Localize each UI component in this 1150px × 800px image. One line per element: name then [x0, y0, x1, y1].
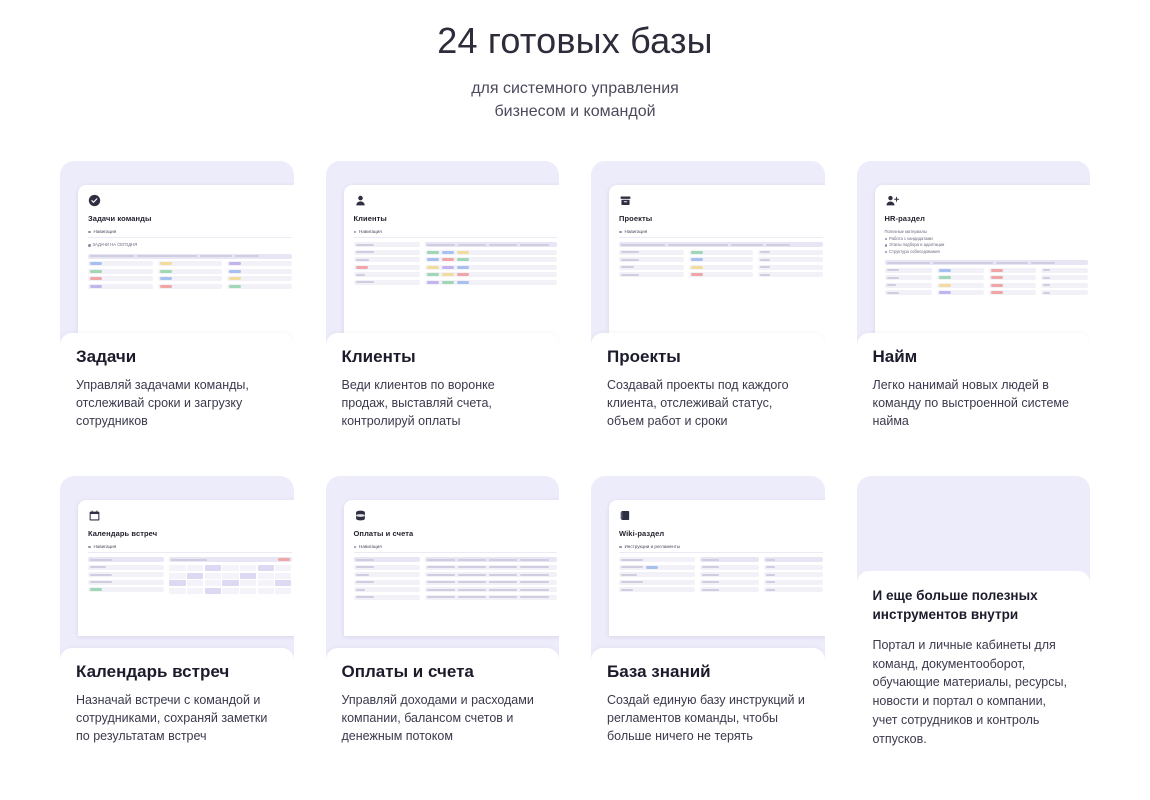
table-header [764, 557, 823, 562]
bullet-icon [88, 231, 91, 234]
table-row [425, 257, 557, 262]
mini-nav [354, 229, 558, 238]
mini-app-window [78, 185, 294, 343]
cards-grid [60, 161, 1090, 761]
table-row [989, 275, 1036, 280]
board-column [937, 268, 984, 298]
table-row [354, 265, 420, 270]
table-row [227, 284, 292, 289]
board-column [619, 250, 684, 280]
card-knowledge[interactable] [591, 476, 825, 761]
mini-title: Календарь встреч [88, 529, 158, 539]
table-header [354, 557, 420, 562]
table-row [700, 572, 759, 577]
mini-app-window [875, 185, 1091, 343]
mini-title: Проекты [619, 214, 653, 224]
table-row [88, 587, 164, 592]
archive-icon [619, 194, 632, 207]
card-hiring[interactable] [857, 161, 1091, 446]
table-row [354, 587, 420, 592]
table-row [764, 572, 823, 577]
table-row [227, 261, 292, 266]
table-row [1041, 268, 1088, 273]
list-item: Работа с кандидатами [885, 236, 1089, 243]
table-row [227, 276, 292, 281]
mini-title: HR-раздел [884, 214, 925, 224]
table-row [425, 572, 557, 577]
table-row [619, 265, 684, 270]
page-subtitle [0, 77, 1150, 123]
board-column [885, 268, 932, 298]
mini-app-window [344, 185, 560, 343]
bullet-icon [619, 546, 622, 549]
board-column [619, 557, 695, 595]
card-body [591, 333, 825, 446]
table-row [619, 272, 684, 277]
mini-nav-label: Навигация [359, 229, 382, 235]
mini-title: Оплаты и счета [353, 529, 414, 539]
user-plus-icon [885, 194, 898, 207]
mini-board [354, 557, 558, 602]
mini-board [354, 242, 558, 287]
mini-nav-label: Навигация [359, 544, 382, 550]
board-column [758, 250, 823, 280]
table-row [354, 242, 420, 247]
list-item: Структура собеседования [885, 249, 1089, 256]
table-row [425, 580, 557, 585]
table-row [700, 565, 759, 570]
card-preview-hiring [857, 161, 1091, 333]
mini-title: Wiki-раздел [619, 529, 665, 539]
hero-section [0, 0, 1150, 123]
table-header [169, 557, 291, 562]
page-title: 24 готовых базы [437, 20, 713, 61]
mini-board [619, 250, 823, 280]
table-row [425, 595, 557, 600]
board-column [158, 261, 223, 291]
table-header [425, 242, 557, 247]
board-column [1041, 268, 1088, 298]
table-row [354, 272, 420, 277]
card-text: Создавай проекты под каждого клиента, отслеживай статус, объем работ и сроки [607, 378, 789, 429]
table-row [937, 275, 984, 280]
table-row [88, 269, 153, 274]
card-title: Проекты [607, 347, 681, 366]
table-row [425, 587, 557, 592]
table-row [1041, 275, 1088, 280]
table-header [885, 260, 1089, 265]
table-row [937, 290, 984, 295]
table-row [764, 580, 823, 585]
table-row [425, 280, 557, 285]
mini-nav [88, 229, 292, 238]
table-row [619, 580, 695, 585]
table-header [88, 557, 164, 562]
table-header [88, 254, 292, 259]
bullet-icon [619, 231, 622, 234]
card-title: Оплаты и счета [341, 662, 474, 681]
table-header [425, 557, 557, 562]
table-row [764, 587, 823, 592]
card-clients[interactable] [326, 161, 560, 446]
mini-nav-label: Навигация [93, 544, 117, 550]
mini-nav [88, 544, 292, 553]
book-icon [619, 509, 632, 522]
list-item: Этапы подбора и адаптации [885, 242, 1089, 249]
mini-nav-label: Инструкции и регламенты [624, 544, 681, 550]
card-body [60, 648, 294, 761]
board-column [764, 557, 823, 595]
table-row [158, 284, 223, 289]
mini-nav [619, 229, 823, 238]
list-item: ЗАДАЧИ НА СЕГОДНЯ [88, 242, 292, 249]
subtitle-line-2: бизнесом и командой [494, 103, 656, 121]
card-body [857, 571, 1091, 761]
table-row [989, 290, 1036, 295]
card-preview-knowledge [591, 476, 825, 626]
card-text: Создай единую базу инструкций и регламентов команды, чтобы больше ничего не терять [607, 693, 805, 744]
mini-app-window [344, 500, 560, 636]
card-preview-clients [326, 161, 560, 333]
table-row [88, 284, 153, 289]
card-title: Найм [872, 347, 918, 366]
table-row [354, 257, 420, 262]
table-row [88, 261, 153, 266]
card-text: Назначай встречи с командой и сотрудниками, сохраняй заметки по результатам встреч [76, 693, 268, 744]
card-text: Веди клиентов по воронке продаж, выставляй счета, контролируй оплаты [341, 378, 495, 429]
table-row [689, 257, 754, 262]
database-icon [354, 509, 367, 522]
table-row [354, 572, 420, 577]
table-row [937, 268, 984, 273]
card-title: Задачи [76, 347, 137, 366]
table-row [619, 565, 695, 570]
mini-board [619, 557, 823, 595]
board-column [354, 557, 420, 602]
card-body [326, 333, 560, 446]
card-body [326, 648, 560, 761]
mini-nav-label: Навигация [93, 229, 117, 235]
mini-title: Клиенты [353, 214, 387, 224]
table-row [758, 272, 823, 277]
table-row [1041, 290, 1088, 295]
table-row [758, 265, 823, 270]
mini-nav [354, 544, 558, 553]
mini-nav-label: Навигация [624, 229, 648, 235]
table-row [619, 557, 695, 562]
table-row [354, 250, 420, 255]
mini-title: Задачи команды [88, 214, 152, 224]
table-header [700, 557, 759, 562]
card-payments[interactable] [326, 476, 560, 761]
table-row [425, 265, 557, 270]
table-row [425, 250, 557, 255]
table-row [937, 283, 984, 288]
mini-board [88, 261, 292, 291]
check-circle-icon [88, 194, 101, 207]
card-text: Управляй доходами и расходами компании, балансом счетов и денежным потоком [341, 693, 534, 744]
table-row [619, 587, 695, 592]
table-row [88, 565, 164, 570]
table-row [88, 572, 164, 577]
table-row [354, 280, 420, 285]
table-row [885, 268, 932, 273]
table-row [758, 257, 823, 262]
mini-board [885, 268, 1089, 298]
calendar-grid [169, 565, 291, 594]
card-preview-payments [326, 476, 560, 626]
table-row [158, 261, 223, 266]
card-tasks[interactable] [60, 161, 294, 446]
bullet-icon [354, 546, 357, 549]
table-row [354, 565, 420, 570]
card-calendar[interactable] [60, 476, 294, 761]
table-row [689, 265, 754, 270]
table-row [689, 250, 754, 255]
table-row [700, 580, 759, 585]
list-item: Полезные материалы [884, 229, 927, 235]
board-column [227, 261, 292, 291]
table-row [425, 565, 557, 570]
board-column [425, 242, 557, 287]
card-title: И еще больше полезных инструментов внутри [872, 588, 1038, 622]
table-row [619, 250, 684, 255]
board-column [88, 557, 164, 595]
table-row [619, 257, 684, 262]
table-row [885, 283, 932, 288]
board-column [354, 242, 420, 287]
card-body [591, 648, 825, 761]
table-row [619, 572, 695, 577]
mini-app-window [78, 500, 294, 636]
board-column [989, 268, 1036, 298]
card-title: Клиенты [341, 347, 416, 366]
card-title: База знаний [607, 662, 711, 681]
table-row [989, 268, 1036, 273]
card-more-tools[interactable] [857, 476, 1091, 761]
card-projects[interactable] [591, 161, 825, 446]
user-icon [354, 194, 367, 207]
table-row [88, 580, 164, 585]
table-row [758, 250, 823, 255]
bullet-icon [354, 231, 357, 234]
calendar-widget [169, 557, 291, 595]
mini-nav [619, 544, 823, 553]
subtitle-line-1: для системного управления [471, 80, 679, 97]
mini-app-window [609, 500, 825, 636]
mini-board [88, 557, 292, 595]
table-row [764, 565, 823, 570]
table-row [689, 272, 754, 277]
table-row [989, 283, 1036, 288]
table-row [354, 595, 420, 600]
card-body [857, 333, 1091, 446]
board-column [425, 557, 557, 602]
card-body [60, 333, 294, 446]
table-row [158, 276, 223, 281]
card-preview-calendar [60, 476, 294, 626]
card-preview-projects [591, 161, 825, 333]
card-text: Портал и личные кабинеты для команд, документооборот, обучающие материалы, ресурсы, новости и портал о компании, учет сотрудников и контроль отпусков. [872, 637, 1067, 746]
table-row [227, 269, 292, 274]
table-row [885, 275, 932, 280]
table-row [885, 290, 932, 295]
table-header [619, 242, 823, 247]
card-text: Управляй задачами команды, отслеживай сроки и загрузку сотрудников [76, 378, 249, 429]
table-row [700, 587, 759, 592]
card-title: Календарь встреч [76, 662, 230, 681]
mini-subrow-list [885, 229, 1089, 255]
table-row [158, 269, 223, 274]
card-text: Легко нанимай новых людей в команду по выстроенной системе найма [872, 378, 1069, 429]
table-row [88, 276, 153, 281]
mini-app-window [609, 185, 825, 343]
board-column [689, 250, 754, 280]
table-row [1041, 283, 1088, 288]
mini-subrow-list [88, 242, 292, 249]
table-row [354, 580, 420, 585]
table-row [425, 272, 557, 277]
board-column [88, 261, 153, 291]
calendar-icon [88, 509, 101, 522]
card-preview-tasks [60, 161, 294, 333]
board-column [700, 557, 759, 595]
bullet-icon [88, 546, 91, 549]
